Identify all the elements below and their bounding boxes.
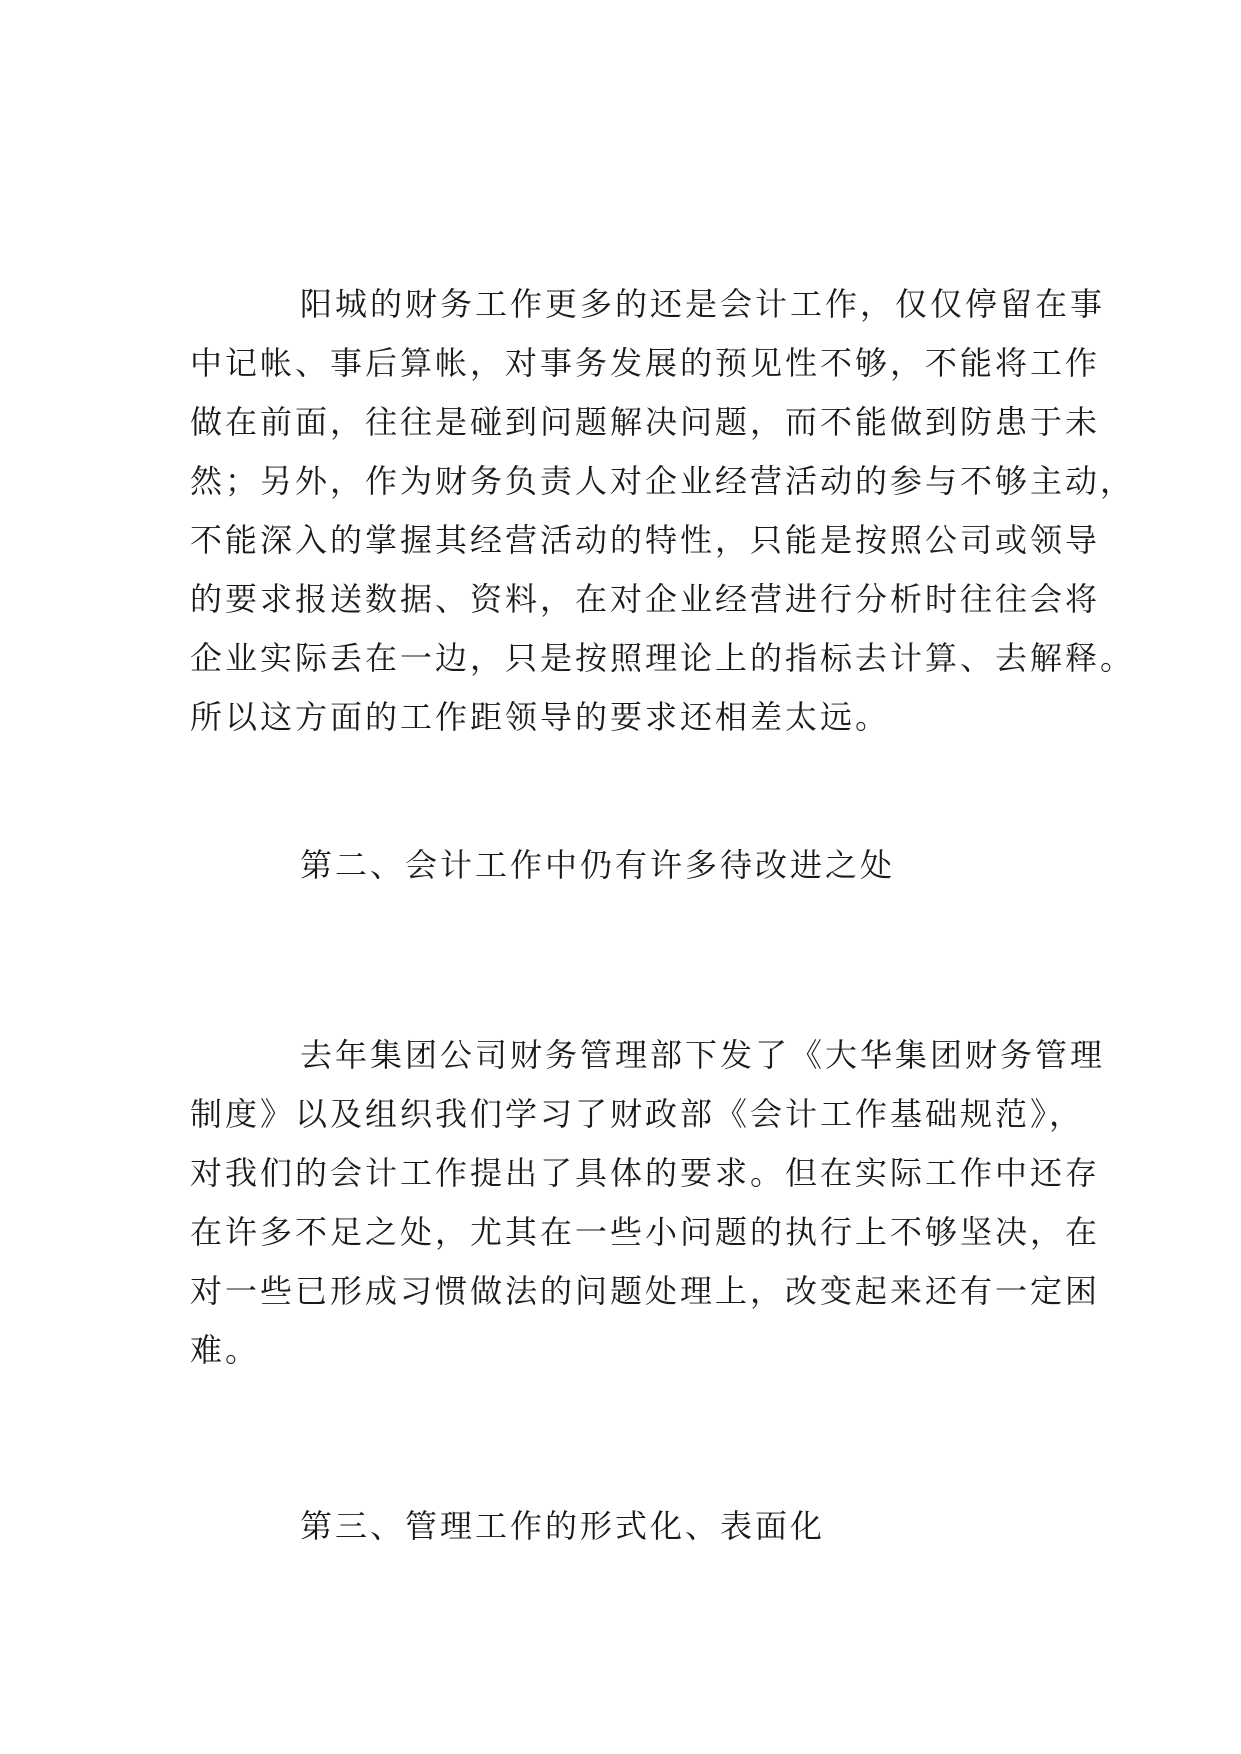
paragraph-line: 对我们的会计工作提出了具体的要求。但在实际工作中还存 bbox=[190, 1154, 1101, 1192]
paragraph-line: 的要求报送数据、资料，在对企业经营进行分析时往往会将 bbox=[190, 580, 1101, 618]
paragraph-line: 所以这方面的工作距领导的要求还相差太远。 bbox=[190, 698, 891, 736]
paragraph-line: 制度》以及组织我们学习了财政部《会计工作基础规范》， bbox=[190, 1095, 1085, 1133]
paragraph-line: 不能深入的掌握其经营活动的特性，只能是按照公司或领导 bbox=[190, 521, 1101, 559]
paragraph-line: 难。 bbox=[190, 1331, 261, 1369]
section-heading-third: 第三、管理工作的形式化、表面化 bbox=[300, 1507, 826, 1545]
paragraph-line: 去年集团公司财务管理部下发了《大华集团财务管理 bbox=[300, 1036, 1106, 1074]
paragraph-line: 中记帐、事后算帐，对事务发展的预见性不够，不能将工作 bbox=[190, 344, 1101, 382]
paragraph-line: 做在前面，往往是碰到问题解决问题，而不能做到防患于未 bbox=[190, 403, 1101, 441]
section-heading-second: 第二、会计工作中仍有许多待改进之处 bbox=[300, 846, 896, 884]
paragraph-financial-work bbox=[190, 275, 1136, 747]
paragraph-accounting-work bbox=[190, 1026, 1106, 1380]
paragraph-line: 阳城的财务工作更多的还是会计工作，仅仅停留在事 bbox=[300, 285, 1106, 323]
paragraph-line: 在许多不足之处，尤其在一些小问题的执行上不够坚决，在 bbox=[190, 1213, 1101, 1251]
paragraph-line: 对一些已形成习惯做法的问题处理上，改变起来还有一定困 bbox=[190, 1272, 1101, 1310]
paragraph-line: 企业实际丢在一边，只是按照理论上的指标去计算、去解释。 bbox=[190, 639, 1136, 677]
paragraph-line: 然；另外，作为财务负责人对企业经营活动的参与不够主动， bbox=[190, 462, 1136, 500]
